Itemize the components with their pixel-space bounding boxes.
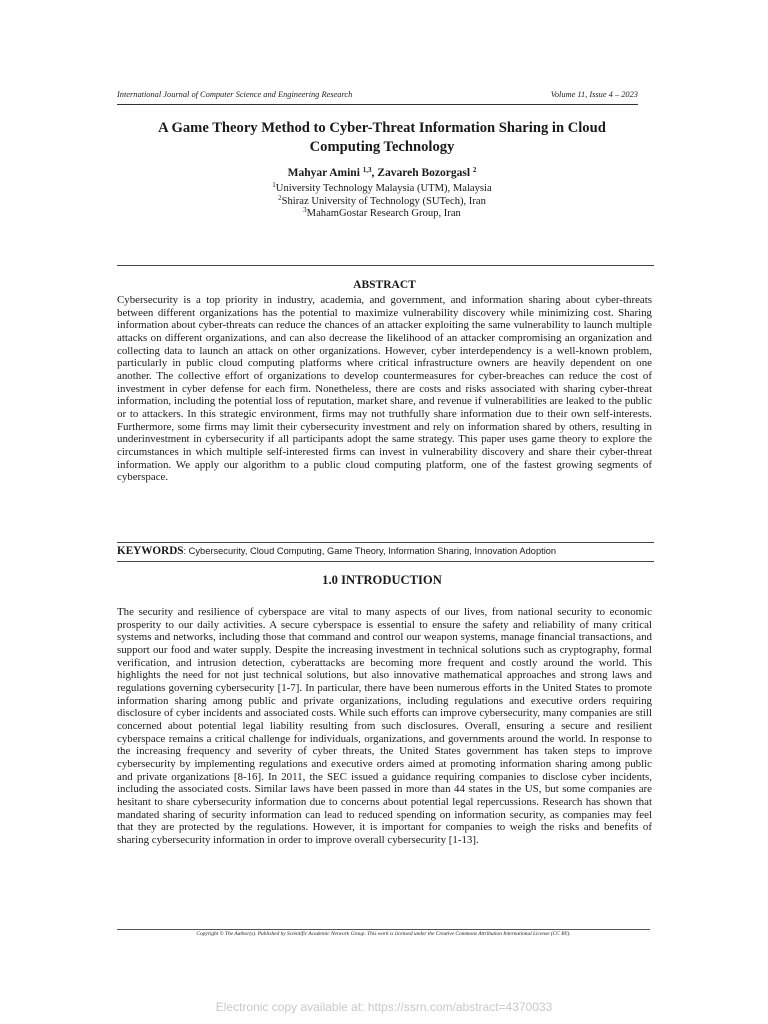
affiliation-3-mark: 3 (303, 206, 307, 214)
affiliation-2-text: Shiraz University of Technology (SUTech), Iran (281, 195, 486, 207)
keywords-label: KEYWORDS (117, 545, 184, 557)
paper-title (117, 119, 647, 157)
copyright-notice: Copyright © The Author(s). Published by Scientific Academic Network Group. This work is licensed under the Creative Commons Attribution International License (CC BY). (117, 929, 650, 937)
introduction-body: The security and resilience of cyberspace are vital to many aspects of our lives, from national security to economic prosperity to our daily activities. A secure cyberspace is essential to ensure the safety and reliability of many critical systems and networks, including those that command and control our weapon systems, manage financial transactions, and support our food and water supply. Despite the increasing investment in technical solutions such as cryptography, formal verification, and intrusion detection, cyberattacks are becoming more frequent and costly around the world. This highlights the need for not just technical solutions, but also innovative mathematical approaches and strong laws and regulations governing cybersecurity [1-7]. In particular, there have been numerous efforts in the United States to promote information sharing among public and private organizations, including regulations and executive orders requiring disclosure of cyber incidents and associated costs. While such efforts can improve cybersecurity, many companies are still concerned about potential legal liability resulting from such disclosures. Overall, ensuring a secure and resilient cyberspace remains a critical challenge for individuals, organizations, and governments around the world. In response to the increasing frequency and severity of cyber threats, the United States government has taken steps to improve cybersecurity by implementing regulations and executive orders aimed at promoting information sharing among public and private organizations [8-16]. In 2011, the SEC issued a guidance requiring companies to disclose cyber incidents, including the associated costs. Similar laws have been passed in more than 44 states in the US, but some companies are hesitant to share cybersecurity information due to concerns about potential legal repercussions. Research has shown that mandated sharing of security information can lead to reduced spending on information security, as companies may feel that they are protected by the regulations. However, it is important for companies to weigh the risks and benefits of sharing cybersecurity information in order to improve overall cybersecurity [1-13]. (117, 606, 652, 846)
running-header (117, 90, 638, 105)
author-list (117, 167, 647, 179)
keywords-top-rule (117, 542, 654, 543)
author-separator: , (371, 167, 378, 179)
title-line-2: Computing Technology (309, 139, 455, 155)
author-2-affil: 2 (472, 166, 477, 174)
abstract-body: Cybersecurity is a top priority in industry, academia, and government, and information sharing about cyber-threats between different organizations has the potential to maximize vulnerability discovery while minimizing cost. Sharing information about cyber-threats can reduce the chances of an attacker exploiting the same vulnerability to launch multiple attacks on different organizations, and can also decrease the likelihood of an attacker compromising an organization and collecting data to launch an attack on other organizations. However, cyber interdependency is a well-known problem, particularly in public cloud computing platforms where critical infrastructure owners are heavily dependent on one another. The collective effort of organizations to develop countermeasures for cyber-breaches can reduce the cost of investment in cyber defense for each firm. Nonetheless, there are costs and risks associated with sharing cyber-threat information, including the potential loss of reputation, market share, and revenue if vulnerabilities are leaked to the public or to attackers. In this strategic environment, firms may not truthfully share information due to their own self-interests. Furthermore, some firms may limit their cybersecurity investment and rely on information shared by others, resulting in underinvestment in cybersecurity if all participants adopt the same strategy. This paper uses game theory to explore the circumstances in which multiple self-interested firms can invest in vulnerability discovery and share their cyber-threat information. We apply our algorithm to a public cloud computing platform, one of the fastest growing segments of cyberspace. (117, 294, 652, 484)
author-1-affil: 1,3 (362, 166, 372, 174)
affiliation-2 (117, 193, 647, 209)
affiliation-3 (117, 208, 647, 221)
affiliation-1-text: University Technology Malaysia (UTM), Malaysia (275, 183, 492, 194)
volume-issue: Volume 11, Issue 4 – 2023 (550, 90, 638, 99)
abstract-top-rule (117, 265, 654, 266)
keywords-line (117, 545, 662, 557)
keywords-bottom-rule (117, 561, 654, 562)
affiliation-3-text: MahamGostar Research Group, Iran (306, 208, 461, 219)
abstract-heading: ABSTRACT (353, 279, 416, 291)
journal-name: International Journal of Computer Science and Engineering Research (117, 90, 353, 99)
ssrn-footer: Electronic copy available at: https://ssrn.com/abstract=4370033 (215, 1000, 553, 1014)
affiliation-2-mark: 2 (278, 193, 282, 202)
author-1: Mahyar Amini (287, 167, 360, 179)
affiliations (117, 183, 647, 221)
keywords-text: : Cybersecurity, Cloud Computing, Game Theory, Information Sharing, Innovation Adoption (183, 546, 557, 556)
introduction-heading: 1.0 INTRODUCTION (322, 573, 442, 587)
title-line-1: A Game Theory Method to Cyber-Threat Information Sharing in Cloud (158, 120, 606, 136)
author-2: Zavareh Bozorgasl (377, 167, 471, 179)
affiliation-1 (117, 183, 647, 196)
affiliation-1-mark: 1 (272, 181, 276, 189)
